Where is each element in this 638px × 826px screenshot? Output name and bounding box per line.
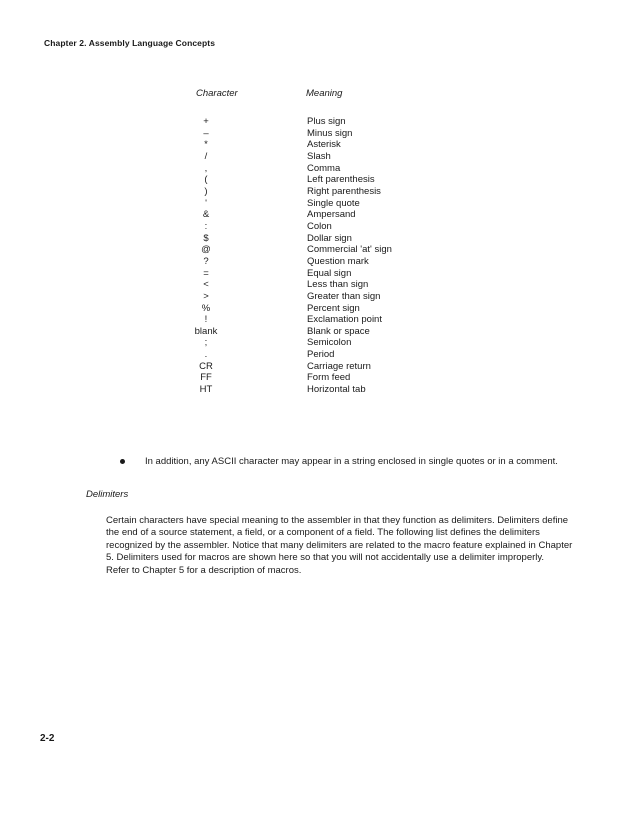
column-header-character: Character [196, 88, 238, 99]
meaning-cell: Greater than sign [307, 290, 381, 302]
character-cell: ? [203, 255, 209, 267]
table-row [160, 198, 480, 210]
meaning-cell: Commercial 'at' sign [307, 244, 392, 256]
paragraph-line: 5. Delimiters used for macros are shown here so that you will not accidentally use a delimiter improperly. [106, 552, 545, 564]
table-row [160, 349, 480, 361]
table-row [160, 256, 480, 268]
paragraph-line: Refer to Chapter 5 for a description of macros. [106, 564, 302, 576]
character-cell: : [204, 220, 208, 232]
meaning-cell: Left parenthesis [307, 174, 375, 186]
meaning-cell: Question mark [307, 255, 369, 267]
meaning-cell: Period [307, 349, 335, 361]
table-row [160, 372, 480, 384]
section-title: Delimiters [86, 489, 129, 500]
table-row [160, 209, 480, 221]
table-row [160, 303, 480, 315]
character-cell: HT [199, 384, 213, 396]
meaning-cell: Asterisk [307, 139, 341, 151]
meaning-cell: Percent sign [307, 302, 360, 314]
meaning-cell: Exclamation point [307, 314, 382, 326]
meaning-cell: Comma [307, 162, 341, 174]
table-row [160, 314, 480, 326]
character-cell: FF [200, 372, 212, 384]
paragraph-line: Certain characters have special meaning to the assembler in that they function as delimiters. Delimiters define [106, 515, 569, 526]
body-paragraph [106, 515, 596, 577]
meaning-cell: Colon [307, 220, 332, 232]
bullet-icon [120, 459, 125, 464]
bullet-note [120, 456, 558, 467]
table-row [160, 128, 480, 140]
bullet-text: In addition, any ASCII character may appear in a string enclosed in single quotes or in a comment. [145, 456, 558, 467]
column-header-meaning: Meaning [306, 88, 343, 99]
character-cell: ! [204, 314, 208, 326]
character-cell: + [203, 116, 209, 127]
table-row [160, 139, 480, 151]
table-row [160, 268, 480, 280]
table-row [160, 384, 480, 396]
meaning-cell: Plus sign [307, 116, 346, 127]
paragraph-line: recognized by the assembler. Notice that many delimiters are related to the macro feature explained in Chapter [106, 539, 573, 551]
character-cell: – [203, 127, 209, 139]
meaning-cell: Semicolon [307, 337, 352, 349]
character-cell: * [204, 139, 208, 151]
character-cell: % [201, 302, 211, 314]
character-cell: CR [199, 360, 213, 372]
meaning-cell: Ampersand [307, 209, 356, 221]
table-row [160, 186, 480, 198]
table-row [160, 151, 480, 163]
table-row [160, 279, 480, 291]
character-cell: & [202, 209, 210, 221]
character-cell: ; [204, 337, 208, 349]
meaning-cell: Carriage return [307, 360, 371, 372]
running-header: Chapter 2. Assembly Language Concepts [44, 38, 216, 48]
character-cell: $ [203, 232, 209, 244]
table-row [160, 244, 480, 256]
character-cell: = [203, 267, 209, 279]
character-cell: ( [204, 174, 208, 186]
table-row [160, 326, 480, 338]
character-cell: . [204, 349, 208, 361]
meaning-cell: Minus sign [307, 127, 353, 139]
meaning-cell: Single quote [307, 197, 360, 209]
meaning-cell: Less than sign [307, 279, 369, 291]
meaning-cell: Horizontal tab [307, 384, 366, 396]
paragraph-line: the end of a source statement, a field, or a component of a field. The following list defines the delimiters [106, 527, 540, 539]
character-cell: < [203, 279, 209, 291]
meaning-cell: Right parenthesis [307, 185, 381, 197]
meaning-cell: Slash [307, 150, 331, 162]
table-row [160, 163, 480, 175]
table-row [160, 337, 480, 349]
character-cell: ' [205, 197, 207, 209]
table-row [160, 291, 480, 303]
meaning-cell: Dollar sign [307, 232, 352, 244]
character-table [160, 116, 480, 396]
meaning-cell: Blank or space [307, 325, 370, 337]
character-cell: , [204, 162, 208, 174]
meaning-cell: Form feed [307, 372, 351, 384]
character-cell: blank [194, 325, 218, 337]
table-row [160, 116, 480, 128]
character-cell: / [204, 150, 208, 162]
table-row [160, 361, 480, 373]
character-cell: ) [204, 185, 208, 197]
character-cell: > [203, 290, 209, 302]
table-row [160, 233, 480, 245]
table-row [160, 174, 480, 186]
meaning-cell: Equal sign [307, 267, 352, 279]
character-cell: @ [201, 244, 211, 256]
page-number: 2-2 [40, 733, 55, 744]
table-row [160, 221, 480, 233]
